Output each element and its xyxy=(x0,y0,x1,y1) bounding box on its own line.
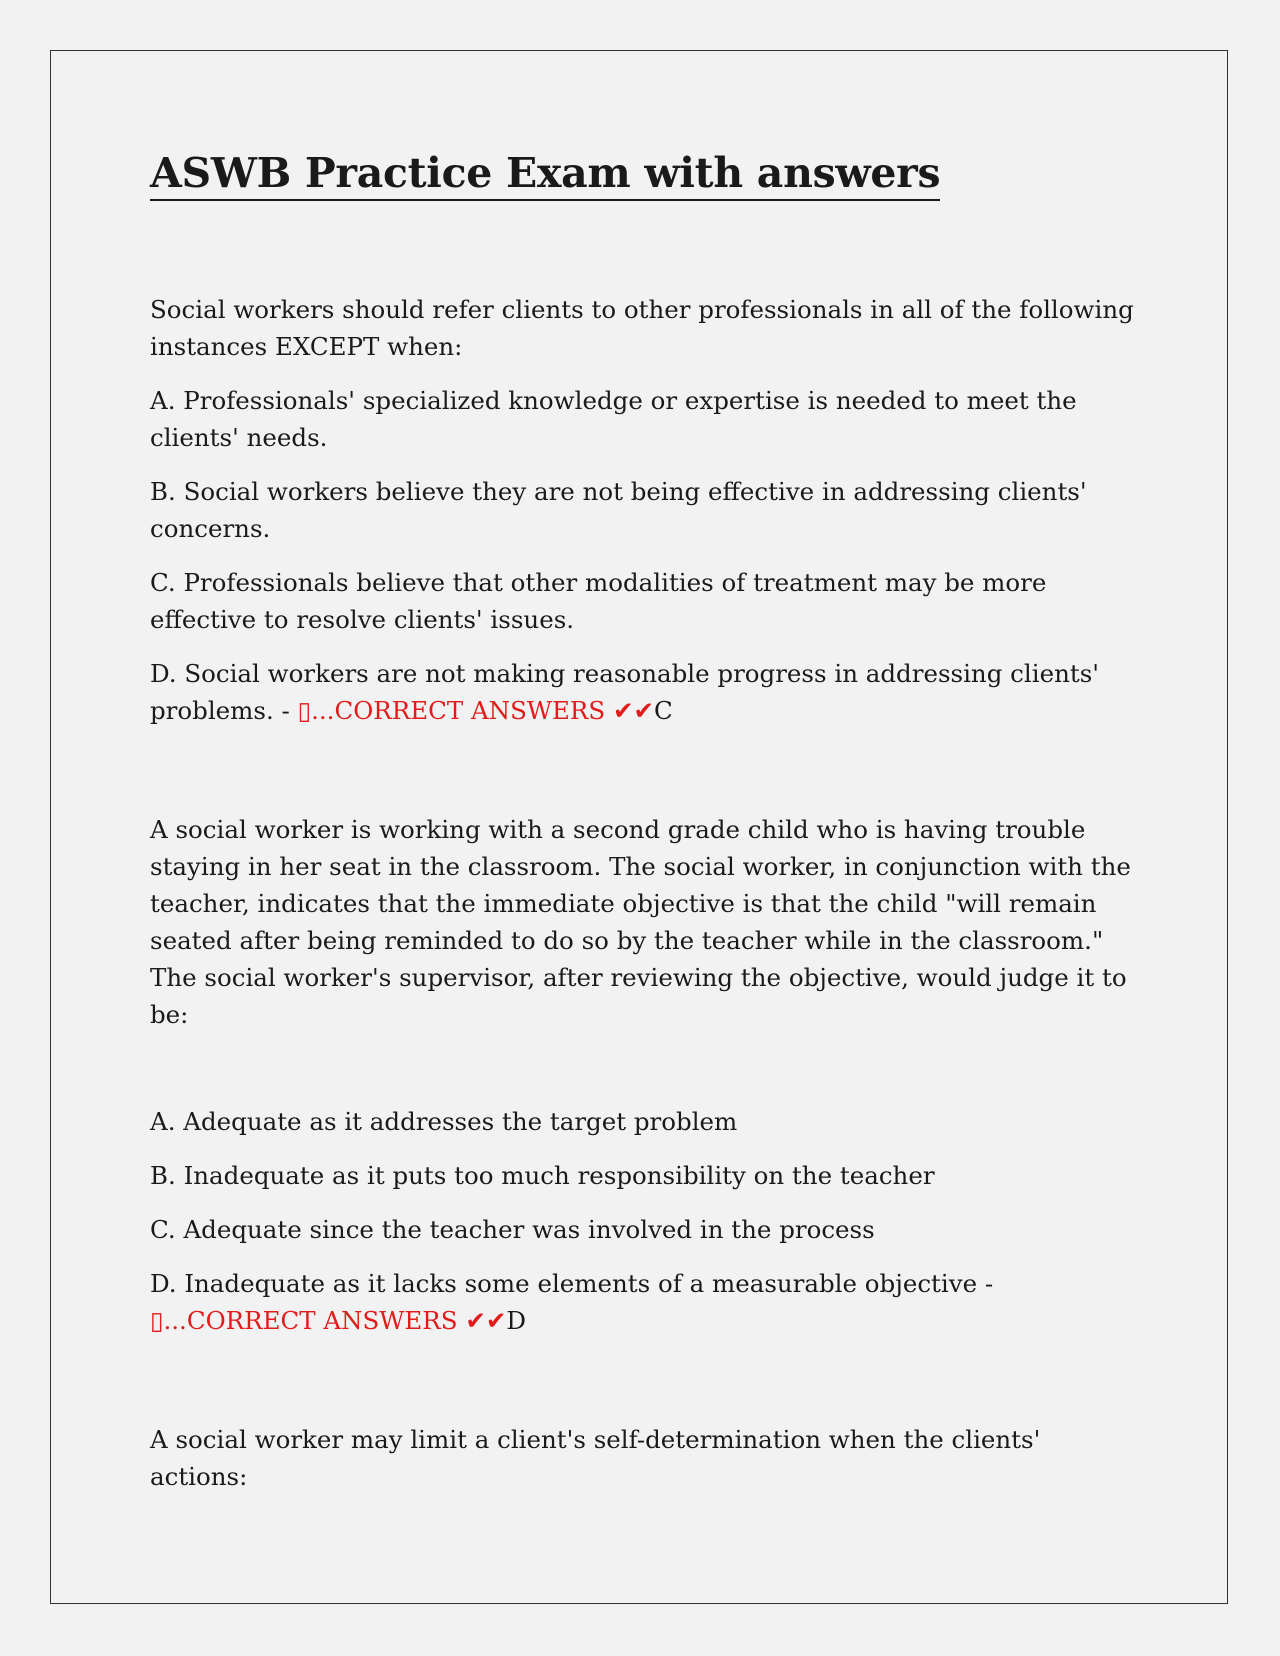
option-c: C. Professionals believe that other modalities of treatment may be more effective to resolve clients' issues. xyxy=(150,568,1047,635)
page-title: ASWB Practice Exam with answers xyxy=(150,150,940,201)
option-a: A. Adequate as it addresses the target problem xyxy=(150,1107,738,1137)
option-d xyxy=(150,1265,1140,1339)
document-content xyxy=(150,150,1140,1512)
option-c: C. Adequate since the teacher was involved in the process xyxy=(150,1215,875,1245)
question-2 xyxy=(150,811,1140,1339)
option-d-text: D. Inadequate as it lacks some elements of a measurable objective - xyxy=(150,1269,994,1299)
question-3 xyxy=(150,1421,1140,1495)
correct-answer-letter: D xyxy=(506,1306,527,1336)
option-b: B. Inadequate as it puts too much responsibility on the teacher xyxy=(150,1161,935,1191)
correct-answer-marker: ▯...CORRECT ANSWERS ✔✔ xyxy=(150,1306,507,1336)
option-d-text: D. Social workers are not making reasonable progress in addressing clients' problems. - xyxy=(150,659,1100,726)
question-stem: A social worker may limit a client's self-determination when the clients' actions: xyxy=(150,1425,1041,1492)
correct-answer-letter: C xyxy=(654,696,673,726)
correct-answer-marker: ▯...CORRECT ANSWERS ✔✔ xyxy=(297,696,655,726)
question-stem: Social workers should refer clients to other professionals in all of the following instances EXCEPT when: xyxy=(150,295,1134,362)
option-b: B. Social workers believe they are not being effective in addressing clients' concerns. xyxy=(150,477,1087,544)
option-d xyxy=(150,655,1140,729)
option-a: A. Professionals' specialized knowledge or expertise is needed to meet the clients' needs. xyxy=(150,386,1077,453)
question-stem: A social worker is working with a second grade child who is having trouble staying in her seat in the classroom. The social worker, in conjunction with the teacher, indicates that the immediate objective is that the child "will remain seated after being reminded to do so by the teacher while in the classroom." The social worker's supervisor, after reviewing the objective, would judge it to be: xyxy=(150,815,1131,1030)
question-1 xyxy=(150,291,1140,729)
